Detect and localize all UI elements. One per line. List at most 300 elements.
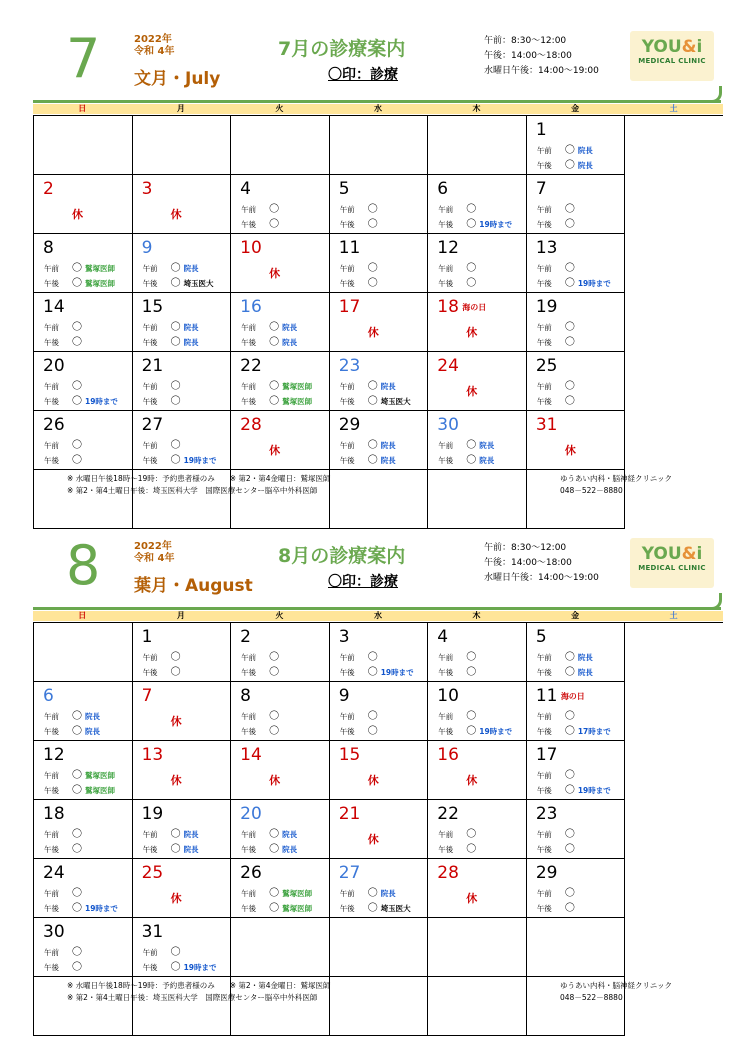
empty-cell	[428, 116, 527, 175]
pm-slot	[143, 844, 199, 855]
open-mark: 〇	[269, 652, 280, 663]
pm-slot	[340, 455, 396, 466]
slot-label: 午後	[536, 220, 552, 229]
open-mark: 〇	[269, 829, 280, 840]
doctor-note: 鷲塚医師	[85, 264, 115, 273]
clinic-logo	[630, 538, 714, 588]
clinic-hours	[484, 34, 599, 79]
doctor-note: 院長	[479, 441, 495, 450]
open-mark: 〇	[72, 844, 82, 855]
open-mark: 〇	[466, 711, 477, 722]
day-cell	[133, 293, 232, 352]
open-mark: 〇	[564, 381, 575, 392]
weekday-label: 月	[176, 104, 185, 113]
slot-label: 午後	[339, 456, 355, 465]
day-cell	[527, 682, 626, 741]
open-mark: 〇	[269, 844, 280, 855]
day-cell	[133, 352, 232, 411]
slot-label: 午前	[438, 653, 454, 662]
slot-label: 午後	[142, 338, 158, 347]
slot-label: 午後	[536, 161, 552, 170]
pm-slot	[537, 160, 593, 171]
day-cell	[231, 352, 330, 411]
am-slot	[143, 381, 181, 392]
slot-label: 午前	[241, 205, 257, 214]
slot-label: 午前	[438, 205, 454, 214]
day-number: 22	[437, 804, 459, 824]
day-cell	[133, 623, 232, 682]
slot-label: 午後	[536, 279, 552, 288]
day-number: 2	[240, 627, 251, 647]
day-number: 7	[141, 686, 153, 706]
open-mark: 〇	[466, 440, 477, 451]
day-number: 31	[141, 922, 164, 942]
day-cell	[428, 859, 527, 918]
year-era	[134, 541, 174, 565]
doctor-note: 院長	[380, 441, 396, 450]
pm-slot	[143, 278, 214, 289]
doctor-note: 院長	[85, 727, 100, 736]
slot-label: 午前	[44, 830, 59, 839]
pm-slot	[537, 667, 593, 678]
slot-label: 午後	[241, 727, 257, 736]
slot-label: 午前	[142, 264, 158, 273]
doctor-note: 院長	[479, 456, 495, 465]
open-mark: 〇	[564, 903, 575, 914]
open-mark: 〇	[170, 396, 181, 407]
slot-label: 午前	[339, 205, 355, 214]
am-slot	[340, 711, 378, 722]
pm-slot	[340, 278, 378, 289]
day-cell	[428, 623, 527, 682]
doctor-note: 院長	[183, 845, 199, 854]
day-cell	[428, 800, 527, 859]
day-cell	[231, 175, 330, 234]
slot-label: 午前	[536, 653, 552, 662]
am-slot	[537, 322, 575, 333]
day-number: 24	[43, 863, 65, 883]
slot-label: 午前	[339, 264, 355, 273]
open-mark: 〇	[72, 278, 82, 289]
pm-slot	[537, 219, 575, 230]
logo-text: YOU&i	[641, 544, 703, 564]
am-slot	[44, 711, 100, 722]
am-slot	[143, 263, 199, 274]
open-mark: 〇	[72, 829, 82, 840]
day-cell	[428, 741, 527, 800]
day-number: 21	[338, 804, 361, 824]
open-mark: 〇	[269, 204, 280, 215]
slot-label: 午前	[536, 830, 552, 839]
open-mark: 〇	[170, 381, 181, 392]
slot-label: 午前	[536, 205, 552, 214]
doctor-note: 17時まで	[577, 727, 611, 736]
day-number: 5	[338, 179, 350, 199]
pm-slot	[537, 903, 575, 914]
day-number: 31	[535, 415, 558, 435]
day-number: 20	[43, 356, 65, 376]
slot-label: 午前	[142, 382, 158, 391]
empty-cell	[34, 623, 133, 682]
divider	[33, 100, 721, 103]
era-label: 令和 4年	[134, 553, 175, 564]
doctor-note: 鷲塚医師	[85, 786, 115, 795]
slot-label: 午後	[142, 279, 158, 288]
am-slot	[143, 440, 181, 451]
closed-label: 休	[170, 715, 182, 728]
slot-label: 午前	[438, 264, 454, 273]
day-cell	[330, 293, 429, 352]
slot-label: 午後	[536, 786, 552, 795]
weekday-label: 日	[78, 104, 87, 113]
closed-label: 休	[466, 892, 478, 905]
open-mark: 〇	[367, 219, 378, 230]
empty-cell	[527, 918, 626, 977]
day-number: 23	[535, 804, 558, 824]
doctor-note: 埼玉医大	[380, 397, 411, 406]
am-slot	[537, 652, 593, 663]
slot-label: 午前	[339, 889, 355, 898]
am-slot	[438, 204, 476, 215]
open-mark: 〇	[564, 145, 575, 156]
closed-label: 休	[269, 774, 281, 787]
weekday-label: 土	[669, 104, 678, 113]
slot-label: 午後	[339, 904, 355, 913]
month-header	[0, 28, 750, 104]
pm-slot	[44, 785, 115, 796]
weekday-label: 木	[472, 104, 481, 113]
open-mark: 〇	[466, 667, 477, 678]
weekday-label: 木	[472, 611, 481, 620]
day-cell	[231, 234, 330, 293]
day-cell	[527, 859, 626, 918]
day-number: 11	[338, 238, 361, 258]
day-number: 2	[43, 179, 54, 199]
day-cell	[34, 859, 133, 918]
slot-label: 午前	[536, 323, 552, 332]
open-mark: 〇	[170, 322, 181, 333]
pm-slot	[44, 396, 118, 407]
slot-label: 午前	[44, 441, 59, 450]
slot-label: 午前	[44, 771, 59, 780]
am-slot	[241, 204, 279, 215]
day-number: 13	[535, 238, 558, 258]
open-mark: 〇	[466, 278, 477, 289]
day-number: 28	[437, 863, 459, 883]
am-slot	[340, 440, 396, 451]
slot-label: 午後	[142, 668, 158, 677]
open-mark: 〇	[72, 322, 82, 333]
am-slot	[143, 947, 181, 958]
day-number: 30	[43, 922, 65, 942]
pm-slot	[241, 667, 279, 678]
open-mark: 〇	[170, 263, 181, 274]
pm-slot	[143, 962, 217, 973]
slot-label: 午後	[241, 338, 257, 347]
slot-label: 午後	[536, 727, 552, 736]
weekday-label: 火	[275, 611, 284, 620]
am-slot	[143, 322, 199, 333]
empty-cell	[34, 116, 133, 175]
open-mark: 〇	[72, 726, 82, 737]
open-mark: 〇	[72, 263, 82, 274]
slot-label: 午後	[241, 220, 257, 229]
am-slot	[438, 829, 476, 840]
am-slot	[44, 381, 82, 392]
slot-label: 午前	[44, 323, 59, 332]
doctor-note: 院長	[380, 382, 396, 391]
day-cell	[34, 918, 133, 977]
slot-label: 午前	[536, 712, 552, 721]
pm-slot	[438, 278, 476, 289]
doctor-note: 鷲塚医師	[85, 279, 115, 288]
doctor-note: 19時まで	[577, 279, 611, 288]
day-cell	[231, 859, 330, 918]
doctor-note: 院長	[282, 323, 298, 332]
slot-label: 午後	[44, 456, 59, 465]
slot-label: 午前	[241, 323, 257, 332]
empty-cell	[330, 977, 429, 1036]
day-cell	[231, 293, 330, 352]
open-mark: 〇	[564, 219, 575, 230]
slot-label: 午後	[241, 668, 257, 677]
slot-label: 午後	[438, 456, 454, 465]
day-number: 4	[437, 627, 449, 647]
closed-label: 休	[367, 833, 379, 846]
empty-cell	[133, 116, 232, 175]
pm-slot	[241, 337, 297, 348]
pm-slot	[44, 278, 115, 289]
closed-label: 休	[564, 444, 576, 457]
closed-label: 休	[367, 326, 379, 339]
open-mark: 〇	[564, 337, 575, 348]
am-slot	[143, 652, 181, 663]
open-mark: 〇	[564, 888, 575, 899]
day-number: 30	[437, 415, 459, 435]
pm-slot	[340, 726, 378, 737]
day-cell	[34, 175, 133, 234]
hours-am: 午前：8:30～12:00	[484, 543, 567, 553]
am-slot	[340, 381, 396, 392]
day-cell	[330, 800, 429, 859]
slot-label: 午前	[241, 712, 257, 721]
doctor-note: 19時まで	[85, 904, 118, 913]
doctor-note: 院長	[183, 830, 199, 839]
slot-label: 午後	[44, 845, 59, 854]
doctor-note: 19時まで	[577, 786, 611, 795]
month-number: 7	[66, 27, 101, 90]
clinic-contact	[560, 473, 672, 497]
doctor-note: 鷲塚医師	[282, 382, 313, 391]
day-cell	[34, 800, 133, 859]
slot-label: 午前	[339, 382, 355, 391]
day-number: 6	[437, 179, 449, 199]
empty-cell	[330, 116, 429, 175]
pm-slot	[537, 726, 611, 737]
pm-slot	[537, 396, 575, 407]
am-slot	[438, 440, 494, 451]
pm-slot	[241, 903, 312, 914]
day-cell	[527, 800, 626, 859]
doctor-note: 院長	[380, 889, 396, 898]
day-number: 11	[535, 686, 558, 706]
slot-label: 午前	[536, 146, 552, 155]
closed-label: 休	[466, 774, 478, 787]
doctor-note: 19時まで	[479, 727, 513, 736]
pm-slot	[241, 219, 279, 230]
closed-label: 休	[269, 444, 281, 457]
day-number: 17	[338, 297, 361, 317]
pm-slot	[340, 667, 414, 678]
open-mark: 〇	[170, 337, 181, 348]
am-slot	[438, 263, 476, 274]
slot-label: 午前	[241, 889, 257, 898]
pm-slot	[241, 726, 279, 737]
open-mark: 〇	[564, 770, 575, 781]
weekday-label: 土	[669, 611, 678, 620]
doctor-note: 院長	[282, 338, 298, 347]
day-cell	[428, 352, 527, 411]
open-mark: 〇	[367, 440, 378, 451]
am-slot	[44, 888, 82, 899]
empty-cell	[428, 918, 527, 977]
open-mark: 〇	[564, 667, 575, 678]
hours-pm: 午後：14:00～18:00	[484, 51, 572, 61]
day-cell	[527, 234, 626, 293]
footnote-1: ※ 水曜日午後18時～19時：予約患者様のみ ※ 第2・第4金曜日：鷲塚医師	[67, 474, 331, 483]
slot-label: 午前	[536, 382, 552, 391]
day-cell	[330, 234, 429, 293]
slot-label: 午後	[339, 668, 355, 677]
pm-slot	[537, 278, 611, 289]
doctor-note: 19時まで	[183, 963, 217, 972]
day-number: 19	[535, 297, 558, 317]
open-mark: 〇	[170, 829, 181, 840]
slot-label: 午前	[142, 441, 158, 450]
pm-slot	[143, 667, 181, 678]
day-cell	[133, 859, 232, 918]
month-calendar	[0, 27, 750, 495]
clinic-name: ゆうあい内科・脳神経クリニック	[560, 981, 673, 990]
open-mark: 〇	[269, 711, 280, 722]
slot-label: 午前	[241, 653, 257, 662]
weekday-label: 日	[78, 611, 87, 620]
doctor-note: 埼玉医大	[380, 904, 411, 913]
weekday-label: 金	[571, 611, 580, 620]
logo-text: YOU&i	[641, 37, 703, 57]
pm-slot	[44, 962, 82, 973]
doctor-note: 鷲塚医師	[282, 889, 313, 898]
open-mark: 〇	[170, 962, 181, 973]
day-cell	[231, 623, 330, 682]
day-number: 10	[240, 238, 262, 258]
day-cell	[133, 234, 232, 293]
footnote-1: ※ 水曜日午後18時～19時：予約患者様のみ ※ 第2・第4金曜日：鷲塚医師	[67, 981, 331, 990]
am-slot	[44, 770, 115, 781]
slot-label: 午後	[438, 279, 454, 288]
open-mark: 〇	[367, 888, 378, 899]
open-mark: 〇	[367, 711, 378, 722]
day-cell	[330, 682, 429, 741]
am-slot	[340, 204, 378, 215]
open-mark: 〇	[269, 396, 280, 407]
day-number: 28	[240, 415, 262, 435]
slot-label: 午後	[44, 786, 59, 795]
slot-label: 午前	[438, 712, 454, 721]
closed-label: 休	[72, 208, 83, 221]
open-mark: 〇	[466, 204, 477, 215]
am-slot	[241, 322, 297, 333]
hours-wed: 水曜日午後：14:00～19:00	[484, 66, 599, 76]
day-cell	[330, 175, 429, 234]
day-number: 3	[141, 179, 153, 199]
closed-label: 休	[367, 774, 379, 787]
slot-label: 午前	[339, 712, 355, 721]
day-number: 27	[141, 415, 164, 435]
day-number: 18	[437, 297, 459, 317]
hours-am: 午前：8:30～12:00	[484, 36, 567, 46]
day-cell	[428, 175, 527, 234]
day-number: 23	[338, 356, 361, 376]
day-cell	[428, 293, 527, 352]
day-number: 20	[240, 804, 262, 824]
doctor-note: 鷲塚医師	[85, 771, 115, 780]
closed-label: 休	[170, 892, 182, 905]
am-slot	[340, 263, 378, 274]
slot-label: 午後	[142, 963, 158, 972]
day-number: 5	[535, 627, 547, 647]
open-mark: 〇	[72, 770, 82, 781]
day-cell	[133, 918, 232, 977]
slot-label: 午前	[142, 653, 158, 662]
day-cell	[428, 234, 527, 293]
era-label: 令和 4年	[134, 46, 175, 57]
slot-label: 午前	[438, 441, 454, 450]
day-number: 16	[240, 297, 262, 317]
open-mark: 〇	[170, 947, 181, 958]
open-mark: 〇	[564, 396, 575, 407]
doctor-note: 院長	[85, 712, 100, 721]
calendar-grid	[33, 622, 723, 1036]
empty-cell	[330, 470, 429, 529]
slot-label: 午前	[241, 830, 257, 839]
day-cell	[330, 411, 429, 470]
slot-label: 午前	[241, 382, 257, 391]
calendar-grid	[33, 115, 723, 529]
open-mark: 〇	[564, 785, 575, 796]
am-slot	[537, 381, 575, 392]
open-mark: 〇	[72, 962, 82, 973]
open-mark: 〇	[170, 844, 181, 855]
year-label: 2022年	[134, 541, 172, 552]
slot-label: 午後	[241, 397, 257, 406]
empty-cell	[231, 116, 330, 175]
open-mark: 〇	[466, 829, 477, 840]
footnote-2: ※ 第2・第4土曜日午後：埼玉医科大学 国際医療センター脳卒中外科医師	[67, 486, 318, 495]
weekday-label: 火	[275, 104, 284, 113]
open-mark: 〇	[466, 726, 477, 737]
day-number: 12	[437, 238, 459, 258]
slot-label: 午後	[438, 220, 454, 229]
pm-slot	[143, 337, 199, 348]
doctor-note: 院長	[282, 845, 298, 854]
footnote-2: ※ 第2・第4土曜日午後：埼玉医科大学 国際医療センター脳卒中外科医師	[67, 993, 318, 1002]
holiday-name: 海の日	[560, 692, 585, 701]
day-cell	[133, 741, 232, 800]
slot-label: 午後	[438, 668, 454, 677]
am-slot	[537, 711, 575, 722]
day-number: 8	[43, 238, 54, 258]
